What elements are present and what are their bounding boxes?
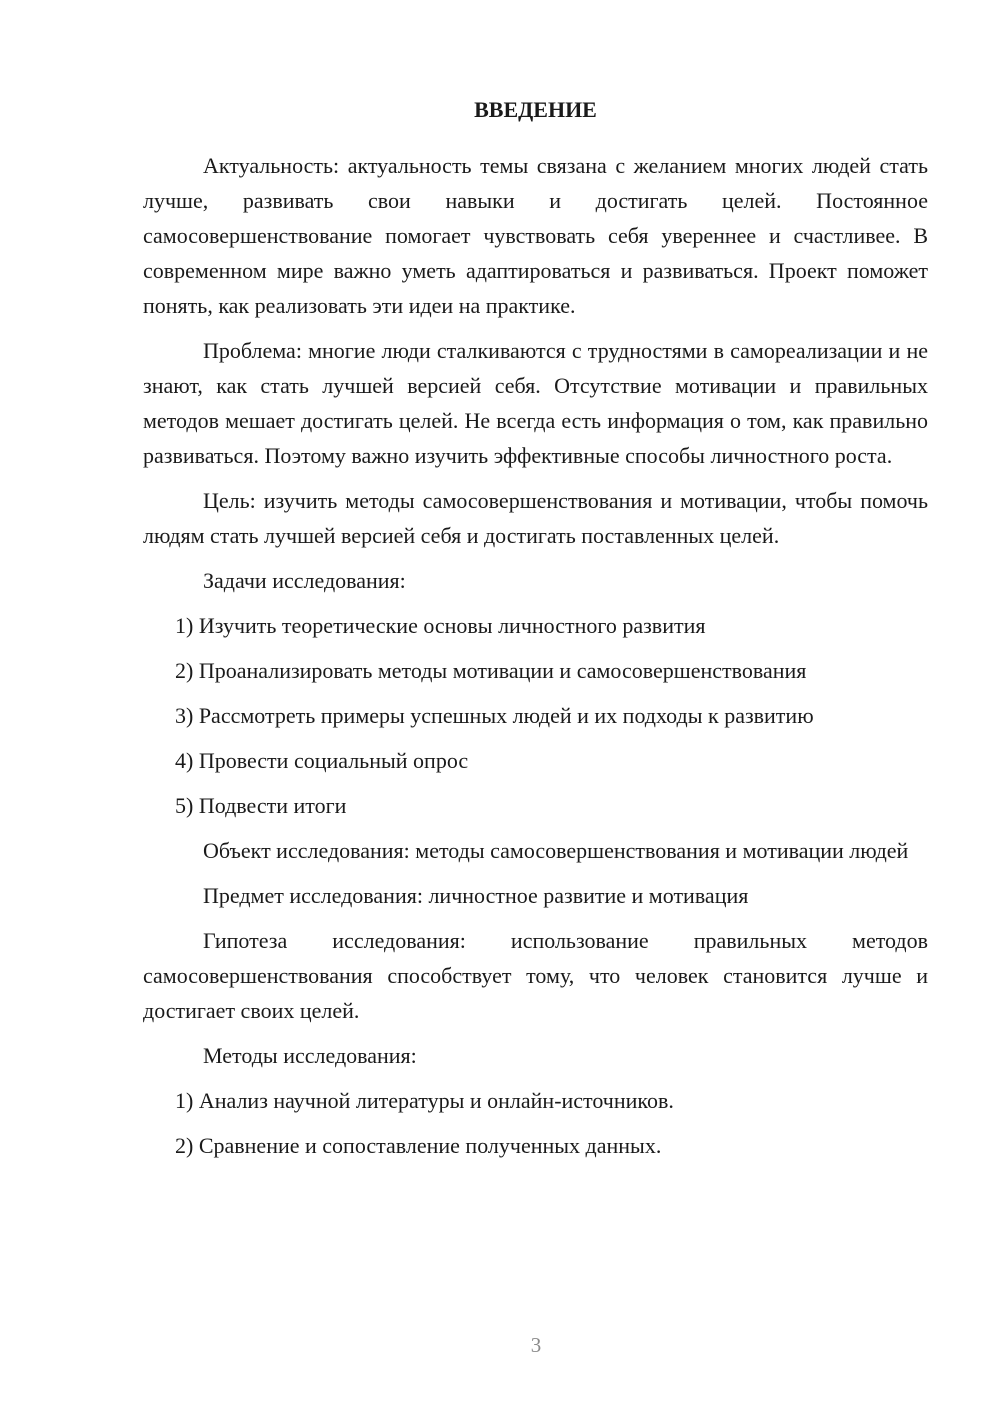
page-content: [143, 92, 928, 1173]
task-item: 5) Подвести итоги: [175, 793, 347, 818]
section-title: ВВЕДЕНИЕ: [474, 97, 597, 122]
page-number: 3: [530, 1333, 542, 1357]
goal-paragraph: Цель: изучить методы самосовершенствования и мотивации, чтобы помочь людям стать лучшей версией себя и достигать поставленных целей.: [143, 488, 928, 548]
subject-paragraph: Предмет исследования: личностное развитие и мотивация: [203, 883, 749, 908]
object-paragraph: Объект исследования: методы самосовершенствования и мотивации людей: [203, 838, 909, 863]
task-item: 4) Провести социальный опрос: [175, 748, 469, 773]
tasks-list: [143, 608, 928, 823]
methods-heading: Методы исследования:: [203, 1043, 417, 1068]
method-item: 1) Анализ научной литературы и онлайн-источников.: [175, 1088, 674, 1113]
method-item: 2) Сравнение и сопоставление полученных данных.: [175, 1133, 662, 1158]
problem-paragraph: Проблема: многие люди сталкиваются с трудностями в самореализации и не знают, как стать лучшей версией себя. Отсутствие мотивации и правильных методов мешает достигать целей. Не всегда есть информация о том, как правильно развиваться. Поэтому важно изучить эффективные способы личностного роста.: [143, 338, 928, 468]
task-item: 2) Проанализировать методы мотивации и самосовершенствования: [175, 658, 807, 683]
relevance-paragraph: Актуальность: актуальность темы связана с желанием многих людей стать лучше, развивать свои навыки и достигать целей. Постоянное самосовершенствование помогает чувствовать себя увереннее и счастливее. В современном мире важно уметь адаптироваться и развиваться. Проект поможет понять, как реализовать эти идеи на практике.: [143, 153, 928, 318]
hypothesis-paragraph: Гипотеза исследования: использование правильных методов самосовершенствования способствует тому, что человек становится лучше и достигает своих целей.: [143, 928, 928, 1023]
tasks-heading: Задачи исследования:: [203, 568, 406, 593]
task-item: 3) Рассмотреть примеры успешных людей и их подходы к развитию: [175, 703, 814, 728]
task-item: 1) Изучить теоретические основы личностного развития: [175, 613, 706, 638]
methods-list: [143, 1083, 928, 1163]
